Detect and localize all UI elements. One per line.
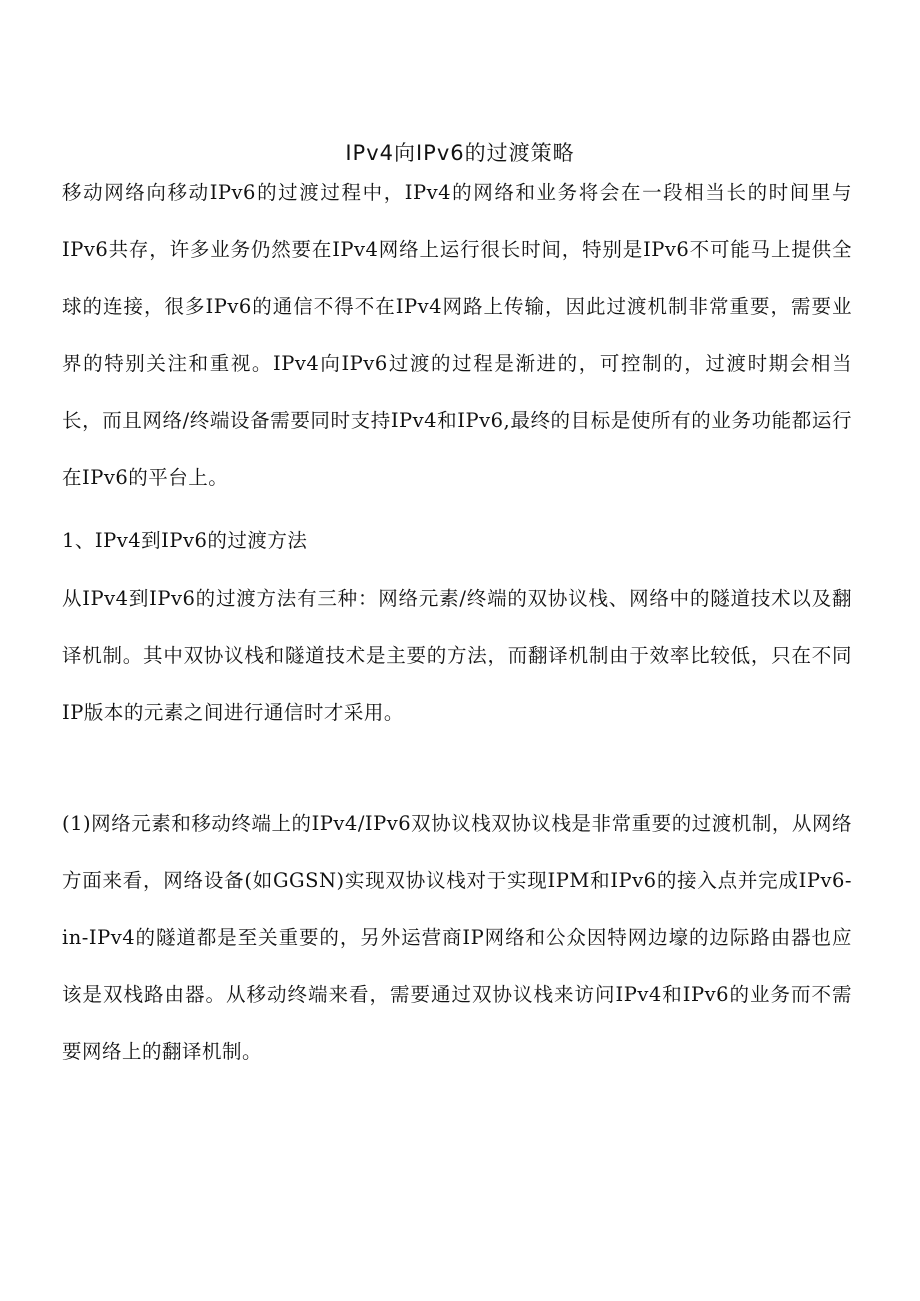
paragraph-intro: 移动网络向移动IPv6的过渡过程中，IPv4的网络和业务将会在一段相当长的时间里与IPv6共存，许多业务仍然要在IPv4网络上运行很长时间，特别是IPv6不可能马上提供全球的连接，很多IPv6的通信不得不在IPv4网路上传输，因此过渡机制非常重要，需要业界的特别关注和重视。IPv4向IPv6过渡的过程是渐进的，可控制的，过渡时期会相当长，而且网络/终端设备需要同时支持IPv4和IPv6,最终的目标是使所有的业务功能都运行在IPv6的平台上。 [62, 181, 852, 489]
section-heading: 1、IPv4到IPv6的过渡方法 [62, 529, 308, 552]
document-title: IPv4向IPv6的过渡策略 [345, 141, 575, 165]
paragraph-dual-stack: (1)网络元素和移动终端上的IPv4/IPv6双协议栈双协议栈是非常重要的过渡机制，从网络方面来看，网络设备(如GGSN)实现双协议栈对于实现IPM和IPv6的接入点并完成IPv6-in-IPv4的隧道都是至关重要的，另外运营商IP网络和公众因特网边壕的边际路由器也应该是双栈路由器。从移动终端来看，需要通过双协议栈来访问IPv4和IPv6的业务而不需要网络上的翻译机制。 [62, 812, 852, 1063]
paragraph-transition-methods: 从IPv4到IPv6的过渡方法有三种：网络元素/终端的双协议栈、网络中的隧道技术以及翻译机制。其中双协议栈和隧道技术是主要的方法，而翻译机制由于效率比较低，只在不同IP版本的元素之间进行通信时才采用。 [62, 587, 852, 724]
